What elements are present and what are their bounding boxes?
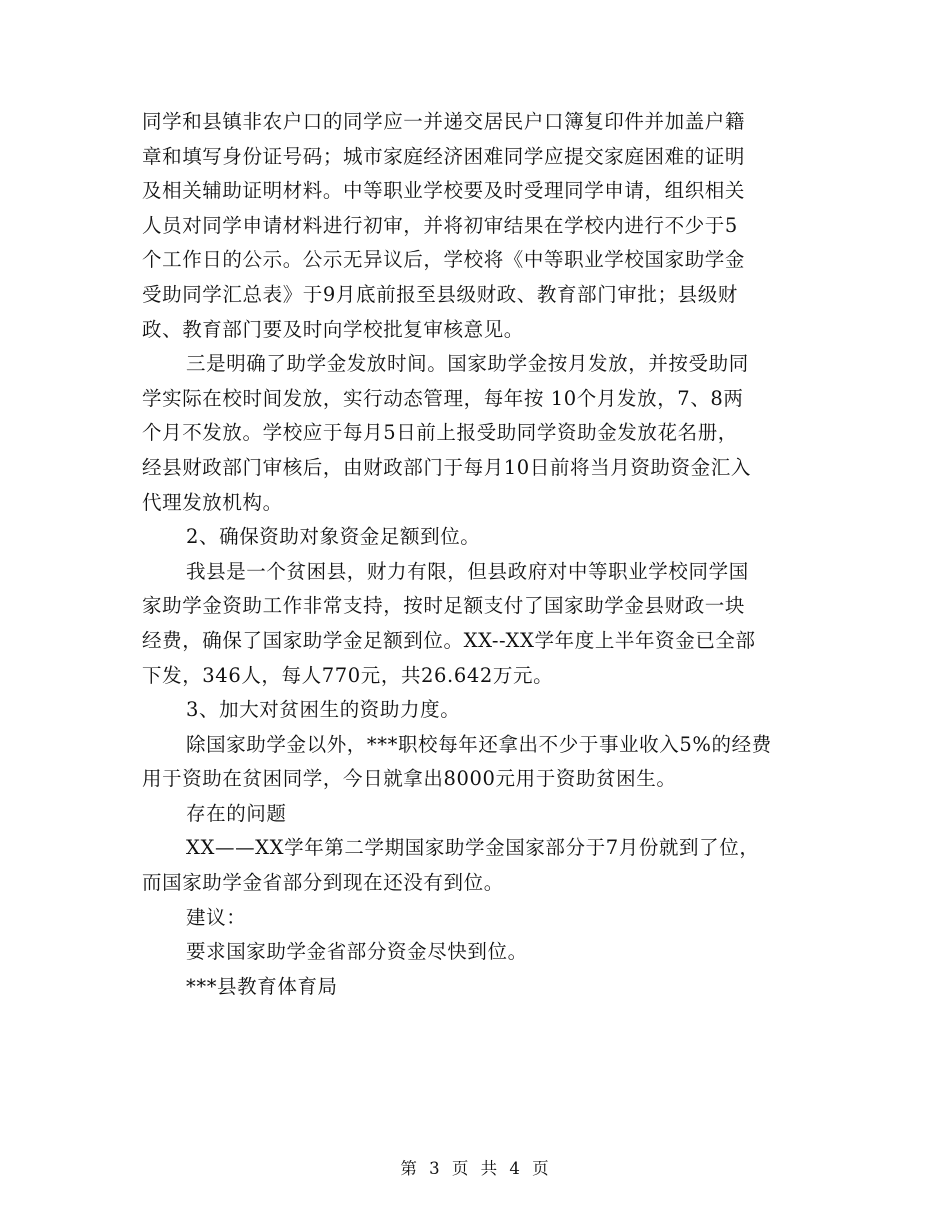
text-line: ***县教育体育局 <box>186 974 338 998</box>
document-body <box>142 105 822 1004</box>
text-line: 人员对同学申请材料进行初审，并将初审结果在学校内进行不少于5 <box>142 213 738 237</box>
text-line: 章和填写身份证号码；城市家庭经济困难同学应提交家庭困难的证明 <box>142 144 746 168</box>
text-line: 政、教育部门要及时向学校批复审核意见。 <box>142 317 524 341</box>
text-line: 学实际在校时间发放，实行动态管理，每年按 10个月发放，7、8两 <box>142 386 744 410</box>
text-line: 我县是一个贫困县，财力有限，但县政府对中等职业学校同学国 <box>186 559 749 583</box>
text-line: 三是明确了助学金发放时间。国家助学金按月发放，并按受助同 <box>186 352 749 376</box>
text-line: 3、加大对贫困生的资助力度。 <box>186 698 461 722</box>
text-line: 建议： <box>186 905 247 929</box>
text-line: 受助同学汇总表》于9月底前报至县级财政、教育部门审批；县级财 <box>142 282 738 306</box>
text-line: 经县财政部门审核后，由财政部门于每月10日前将当月资助资金汇入 <box>142 455 751 479</box>
text-line: 家助学金资助工作非常支持，按时足额支付了国家助学金县财政一块 <box>142 594 746 618</box>
text-line: 存在的问题 <box>186 801 287 825</box>
text-line: XX——XX学年第二学期国家助学金国家部分于7月份就到了位， <box>186 836 760 860</box>
text-line: 个月不发放。学校应于每月5日前上报受助同学资助金发放花名册， <box>142 421 738 445</box>
text-line: 要求国家助学金省部分资金尽快到位。 <box>186 940 528 964</box>
text-line: 个工作日的公示。公示无异议后，学校将《中等职业学校国家助学金 <box>142 248 746 272</box>
text-line: 及相关辅助证明材料。中等职业学校要及时受理同学申请，组织相关 <box>142 179 746 203</box>
text-line: 2、确保资助对象资金足额到位。 <box>186 525 481 549</box>
text-line: 而国家助学金省部分到现在还没有到位。 <box>142 871 504 895</box>
text-line: 代理发放机构。 <box>142 490 283 514</box>
text-line: 经费，确保了国家助学金足额到位。XX--XX学年度上半年资金已全部 <box>142 628 756 652</box>
text-line: 除国家助学金以外，***职校每年还拿出不少于事业收入5%的经费 <box>186 732 772 756</box>
text-line: 下发，346人，每人770元，共26.642万元。 <box>142 663 554 687</box>
text-line: 用于资助在贫困同学，今日就拿出8000元用于资助贫困生。 <box>142 767 677 791</box>
page-number-footer: 第 3 页 共 4 页 <box>400 1159 550 1178</box>
text-line: 同学和县镇非农户口的同学应一并递交居民户口簿复印件并加盖户籍 <box>142 110 746 133</box>
